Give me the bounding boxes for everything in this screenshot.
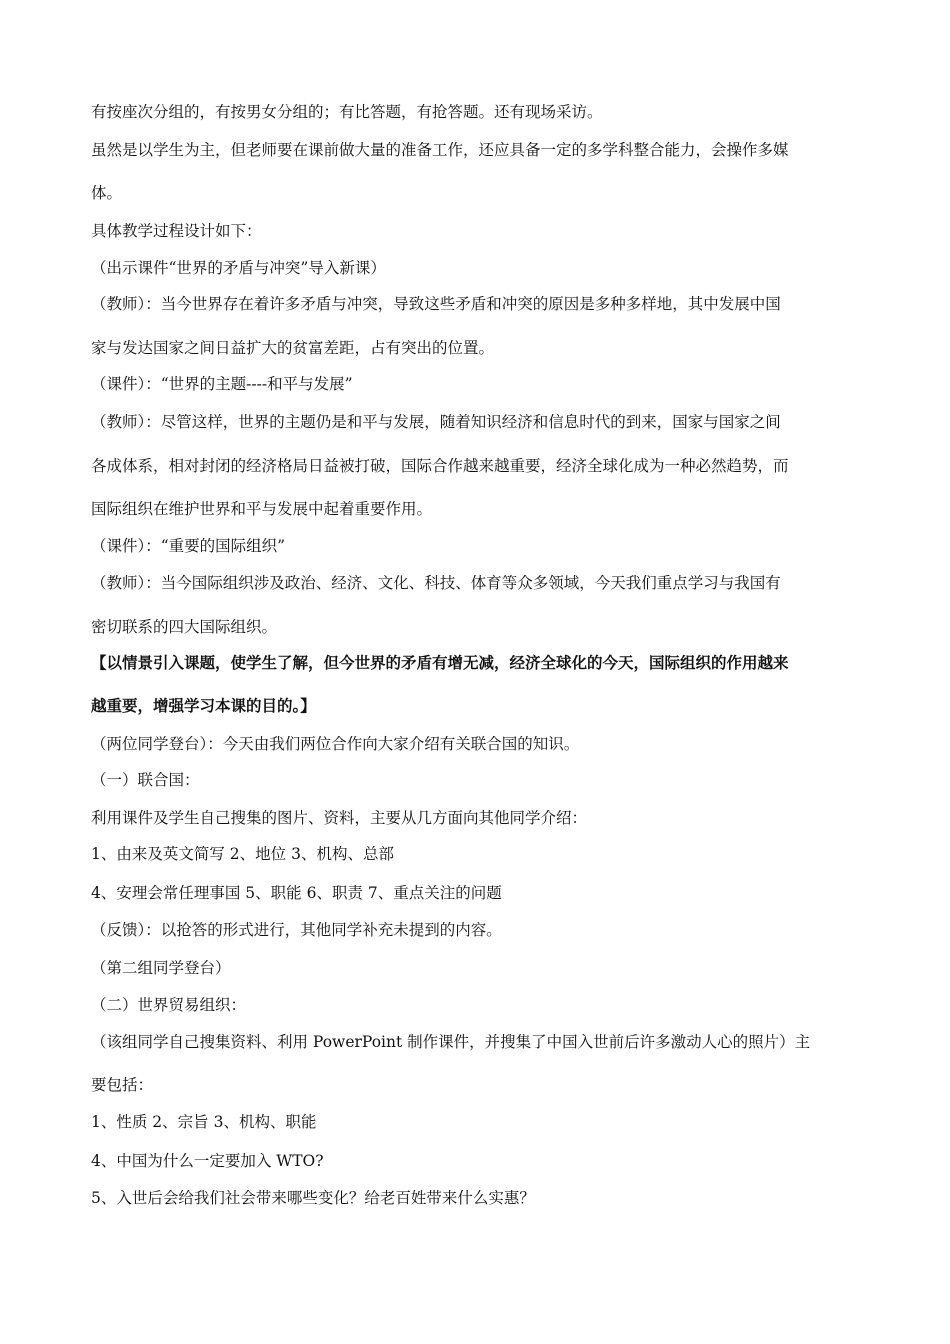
text-line: 具体教学过程设计如下： <box>91 222 262 240</box>
text-line: （课件）：“世界的主题----和平与发展” <box>91 375 353 393</box>
text-line: 国际组织在维护世界和平与发展中起着重要作用。 <box>91 500 433 518</box>
text-line: 体。 <box>91 184 123 202</box>
text-line: （课件）：“重要的国际组织” <box>91 537 286 555</box>
text-line: 1、由来及英文简写 2、地位 3、机构、总部 <box>91 845 394 863</box>
text-line: （一）联合国： <box>91 771 200 789</box>
text-line: 4、安理会常任理事国 5、职能 6、职责 7、重点关注的问题 <box>91 884 502 902</box>
text-line: （两位同学登台）：今天由我们两位合作向大家介绍有关联合国的知识。 <box>91 735 580 753</box>
text-line: 利用课件及学生自己搜集的图片、资料，主要从几方面向其他同学介绍： <box>91 809 588 827</box>
text-line: 1、性质 2、宗旨 3、机构、职能 <box>91 1113 317 1131</box>
text-line: （教师）：尽管这样，世界的主题仍是和平与发展，随着知识经济和信息时代的到来，国家与国家之间 <box>91 413 781 431</box>
bold-summary-line: 越重要，增强学习本课的目的。】 <box>91 696 316 715</box>
text-line: 各成体系，相对封闭的经济格局日益被打破，国际合作越来越重要，经济全球化成为一种必然趋势，而 <box>91 457 789 475</box>
text-line: 要包括： <box>91 1076 154 1094</box>
text-line: 家与发达国家之间日益扩大的贫富差距，占有突出的位置。 <box>91 339 495 357</box>
bold-summary-line: 【以情景引入课题，使学生了解，但今世界的矛盾有增无减，经济全球化的今天，国际组织的作用越来 <box>91 653 789 672</box>
text-line: （该组同学自己搜集资料、利用 PowerPoint 制作课件，并搜集了中国入世前后许多激动人心的照片）主 <box>91 1033 811 1051</box>
text-line: 有按座次分组的，有按男女分组的；有比答题，有抢答题。还有现场采访。 <box>91 103 603 121</box>
text-line: （出示课件“世界的矛盾与冲突”导入新课） <box>91 259 386 277</box>
text-line: （反馈）：以抢答的形式进行，其他同学补充未提到的内容。 <box>91 921 502 939</box>
text-line: 虽然是以学生为主，但老师要在课前做大量的准备工作，还应具备一定的多学科整合能力，会操作多媒 <box>91 141 789 159</box>
text-line: 5、入世后会给我们社会带来哪些变化？给老百姓带来什么实惠？ <box>91 1189 535 1207</box>
text-line: 4、中国为什么一定要加入 WTO? <box>91 1152 324 1170</box>
text-line: （教师）：当今世界存在着许多矛盾与冲突，导致这些矛盾和冲突的原因是多种多样地，其中发展中国 <box>91 295 781 313</box>
text-line: （二）世界贸易组织： <box>91 996 247 1014</box>
text-line: （第二组同学登台） <box>91 959 231 977</box>
text-line: 密切联系的四大国际组织。 <box>91 618 278 636</box>
text-line: （教师）：当今国际组织涉及政治、经济、文化、科技、体育等众多领域，今天我们重点学习与我国有 <box>91 574 781 592</box>
